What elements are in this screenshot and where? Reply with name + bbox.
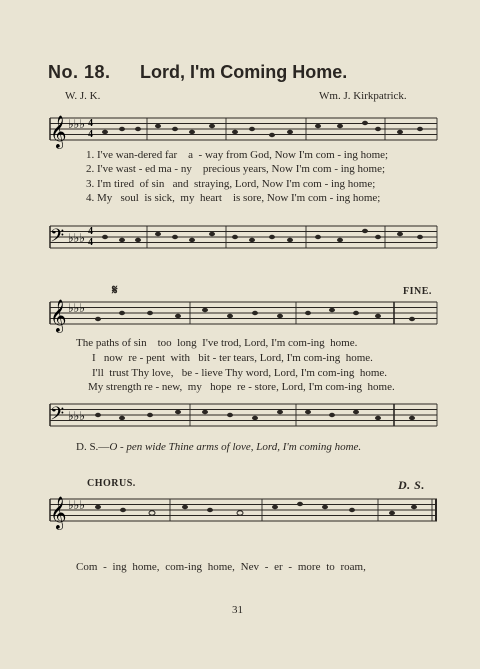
bass-clef-icon: 𝄢: [50, 404, 65, 429]
composer-credit: Wm. J. Kirkpatrick.: [319, 90, 407, 102]
system-1-verse-2: 2. I've wast - ed ma - ny precious years, Now I'm com - ing home;: [86, 163, 386, 175]
system-1-bass-staff: [0, 218, 480, 268]
svg-text:♭♭♭: ♭♭♭: [68, 409, 85, 423]
treble-clef-icon: 𝄞: [50, 299, 67, 332]
system-2-bass-staff: [0, 398, 480, 440]
system-1-verse-1: 1. I've wan-dered far a - way from God, Now I'm com - ing home;: [86, 149, 389, 161]
dal-segno-line: [76, 441, 361, 453]
system-2-verse-3: I'll trust Thy love, be - lieve Thy word, Lord, I'm com-ing home.: [92, 367, 388, 379]
page-number: 31: [232, 604, 243, 616]
system-2-verse-2: I now re - pent with bit - ter tears, Lord, I'm com-ing home.: [92, 352, 373, 364]
chorus-label: CHORUS.: [87, 478, 136, 489]
ds-prefix: D. S.—: [76, 441, 110, 453]
chorus-lyric: Com - ing home, com-ing home, Nev - er - more to roam,: [76, 561, 366, 573]
fine-marking: FINE.: [403, 286, 432, 297]
svg-text:♭♭♭: ♭♭♭: [68, 498, 85, 512]
svg-text:4: 4: [88, 129, 93, 140]
hymn-title: Lord, I'm Coming Home.: [140, 62, 348, 82]
treble-clef-icon: 𝄞: [50, 115, 67, 148]
svg-text:♭♭♭: ♭♭♭: [68, 231, 85, 245]
hymn-number: No. 18.: [48, 62, 111, 82]
system-2-verse-1: The paths of sin too long I've trod, Lord, I'm com-ing home.: [76, 337, 358, 349]
lyricist-credit: W. J. K.: [65, 90, 101, 102]
svg-text:4: 4: [88, 237, 93, 248]
svg-text:4: 4: [88, 226, 93, 237]
treble-clef-icon: 𝄞: [50, 496, 67, 529]
svg-text:♭♭♭: ♭♭♭: [68, 117, 85, 131]
segno-icon: 𝄋: [112, 282, 119, 297]
bass-clef-icon: 𝄢: [50, 226, 65, 251]
system-2-verse-4: My strength re - new, my hope re - store, Lord, I'm com-ing home.: [88, 381, 395, 393]
system-1-verse-3: 3. I'm tired of sin and straying, Lord, Now I'm com - ing home;: [86, 178, 376, 190]
svg-text:♭♭♭: ♭♭♭: [68, 301, 85, 315]
chorus-treble-staff: [0, 491, 480, 541]
ds-text: O - pen wide Thine arms of love, Lord, I'm coming home.: [109, 441, 362, 453]
chorus-ds-marking: D. S.: [398, 478, 425, 492]
svg-text:4: 4: [88, 118, 93, 129]
system-1-verse-4: 4. My soul is sick, my heart is sore, Now I'm com - ing home;: [86, 192, 381, 204]
